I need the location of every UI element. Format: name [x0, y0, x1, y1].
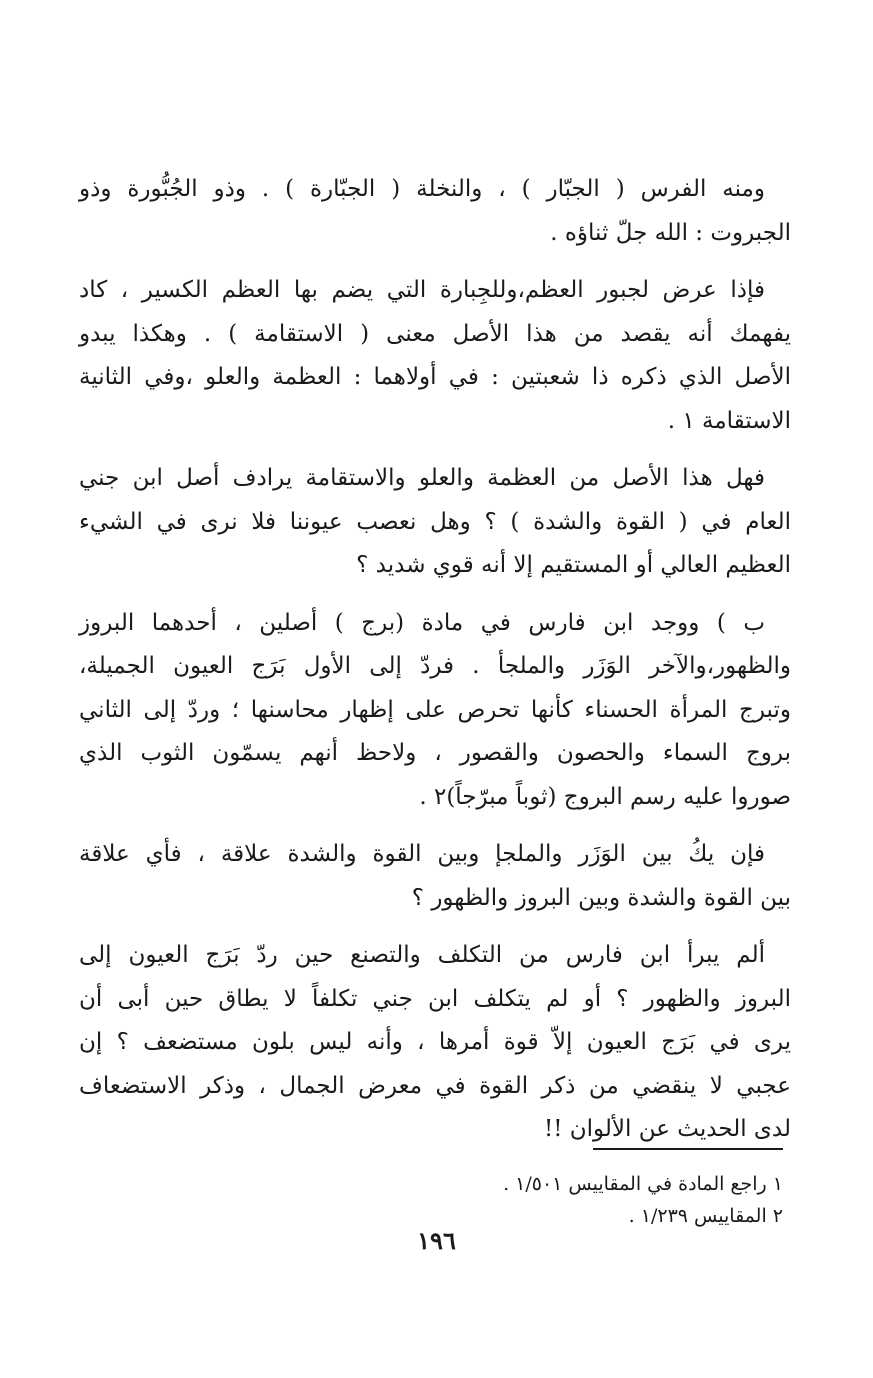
text-line: صوروا عليه رسم البروج (ثوباً مبرّجاً)٢ . — [419, 783, 791, 810]
text-line: يرى في بَرَج العيون إلاّ قوة أمرها ، وأنه ليس بلون مستضعف ؟ إن — [79, 1029, 791, 1055]
text-line: الأصل الذي ذكره ذا شعبتين : في أولاهما : العظمة والعلو ،وفي الثانية — [79, 364, 791, 390]
paragraph-3 — [79, 457, 791, 588]
page-body — [79, 168, 791, 1166]
paragraph-4 — [79, 602, 791, 820]
footnote-2: ٢ المقاييس ١/٢٣٩ . — [628, 1205, 783, 1227]
text-line: البروز والظهور ؟ أو لم يتكلف ابن جني تكلفاً لا يطاق حين أبى أن — [79, 985, 791, 1012]
footnote-1: ١ راجع المادة في المقاييس ١/٥٠١ . — [503, 1173, 783, 1195]
footnote-divider — [593, 1148, 783, 1150]
text-line: ومنه الفرس ( الجبّار ) ، والنخلة ( الجبّارة ) . وذو الجُبُّورة وذو — [79, 176, 765, 202]
text-line: بروج السماء والحصون والقصور ، ولاحظ أنهم يسمّون الثوب الذي — [79, 740, 791, 766]
text-line: يفهمك أنه يقصد من هذا الأصل معنى ( الاستقامة ) . وهكذا يبدو — [79, 320, 791, 347]
text-line: فإن يكُ بين الوَزَر والملجإ وبين القوة والشدة علاقة ، فأي علاقة — [79, 841, 765, 867]
text-line: والظهور،والآخر الوَزَر والملجأ . فردّ إلى الأول بَرَج العيون الجميلة، — [79, 653, 791, 679]
text-line: الجبروت : الله جلّ ثناؤه . — [550, 219, 791, 246]
text-line: ب ) ووجد ابن فارس في مادة (برج ) أصلين ، أحدهما البروز — [79, 609, 765, 636]
footnotes — [383, 1168, 783, 1232]
paragraph-2 — [79, 269, 791, 443]
text-line: ألم يبرأ ابن فارس من التكلف والتصنع حين ردّ بَرَج العيون إلى — [79, 942, 765, 968]
text-line: الاستقامة ١ . — [667, 407, 791, 434]
paragraph-1 — [79, 168, 791, 255]
page-number: ١٩٦ — [417, 1226, 456, 1255]
paragraph-6 — [79, 934, 791, 1152]
text-line: فهل هذا الأصل من العظمة والعلو والاستقامة يرادف أصل ابن جني — [79, 465, 765, 491]
text-line: فإذا عرض لجبور العظم،وللجِبارة التي يضم بها العظم الكسير ، كاد — [79, 277, 765, 303]
text-line: العظيم العالي أو المستقيم إلا أنه قوي شديد ؟ — [356, 552, 791, 578]
text-line: بين القوة والشدة وبين البروز والظهور ؟ — [411, 884, 791, 911]
text-line: عجبي لا ينقضي من ذكر القوة في معرض الجمال ، وذكر الاستضعاف — [79, 1072, 791, 1099]
text-line: لدى الحديث عن الألوان !! — [543, 1116, 791, 1142]
text-line: وتبرج المرأة الحسناء كأنها تحرص على إظهار محاسنها ؛ وردّ إلى الثاني — [79, 696, 791, 723]
text-line: العام في ( القوة والشدة ) ؟ وهل نعصب عيوننا فلا نرى في الشيء — [79, 508, 791, 535]
paragraph-5 — [79, 833, 791, 920]
